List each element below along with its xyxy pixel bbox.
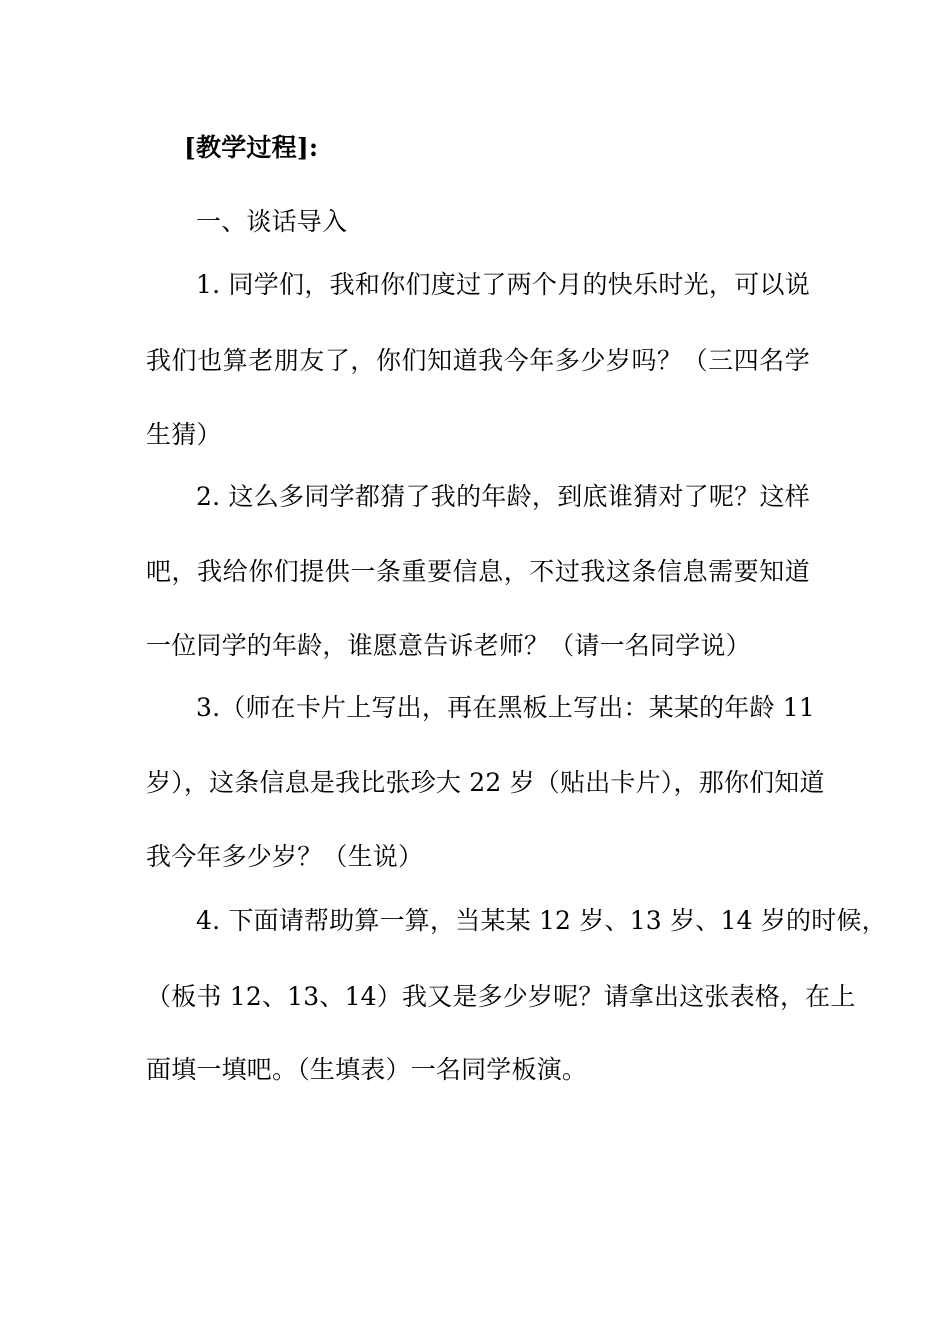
paragraph-line: 我们也算老朋友了，你们知道我今年多少岁吗？（三四名学 — [146, 346, 810, 375]
paragraph-line: （板书 12、13、14）我又是多少岁呢？请拿出这张表格，在上 — [146, 982, 856, 1011]
paragraph-line: 一位同学的年龄，谁愿意告诉老师？（请一名同学说） — [146, 631, 751, 660]
paragraph-line: 吧，我给你们提供一条重要信息，不过我这条信息需要知道 — [146, 557, 810, 586]
paragraph-line: 3.（师在卡片上写出，再在黑板上写出：某某的年龄 11 — [196, 693, 816, 722]
paragraph-line: 2. 这么多同学都猜了我的年龄，到底谁猜对了呢？这样 — [196, 482, 810, 511]
paragraph-line: 4. 下面请帮助算一算，当某某 12 岁、13 岁、14 岁的时候， — [196, 906, 887, 935]
paragraph-line: 岁），这条信息是我比张珍大 22 岁（贴出卡片），那你们知道 — [146, 768, 825, 797]
paragraph-line: 生猜） — [146, 420, 222, 449]
paragraph-line: 1. 同学们，我和你们度过了两个月的快乐时光，可以说 — [196, 270, 810, 299]
paragraph-line: 我今年多少岁？（生说） — [146, 842, 424, 871]
section-heading: [教学过程]: — [184, 133, 319, 162]
subsection-title: 一、谈话导入 — [196, 207, 348, 236]
paragraph-line: 面填一填吧。（生填表）一名同学板演。 — [146, 1055, 588, 1084]
